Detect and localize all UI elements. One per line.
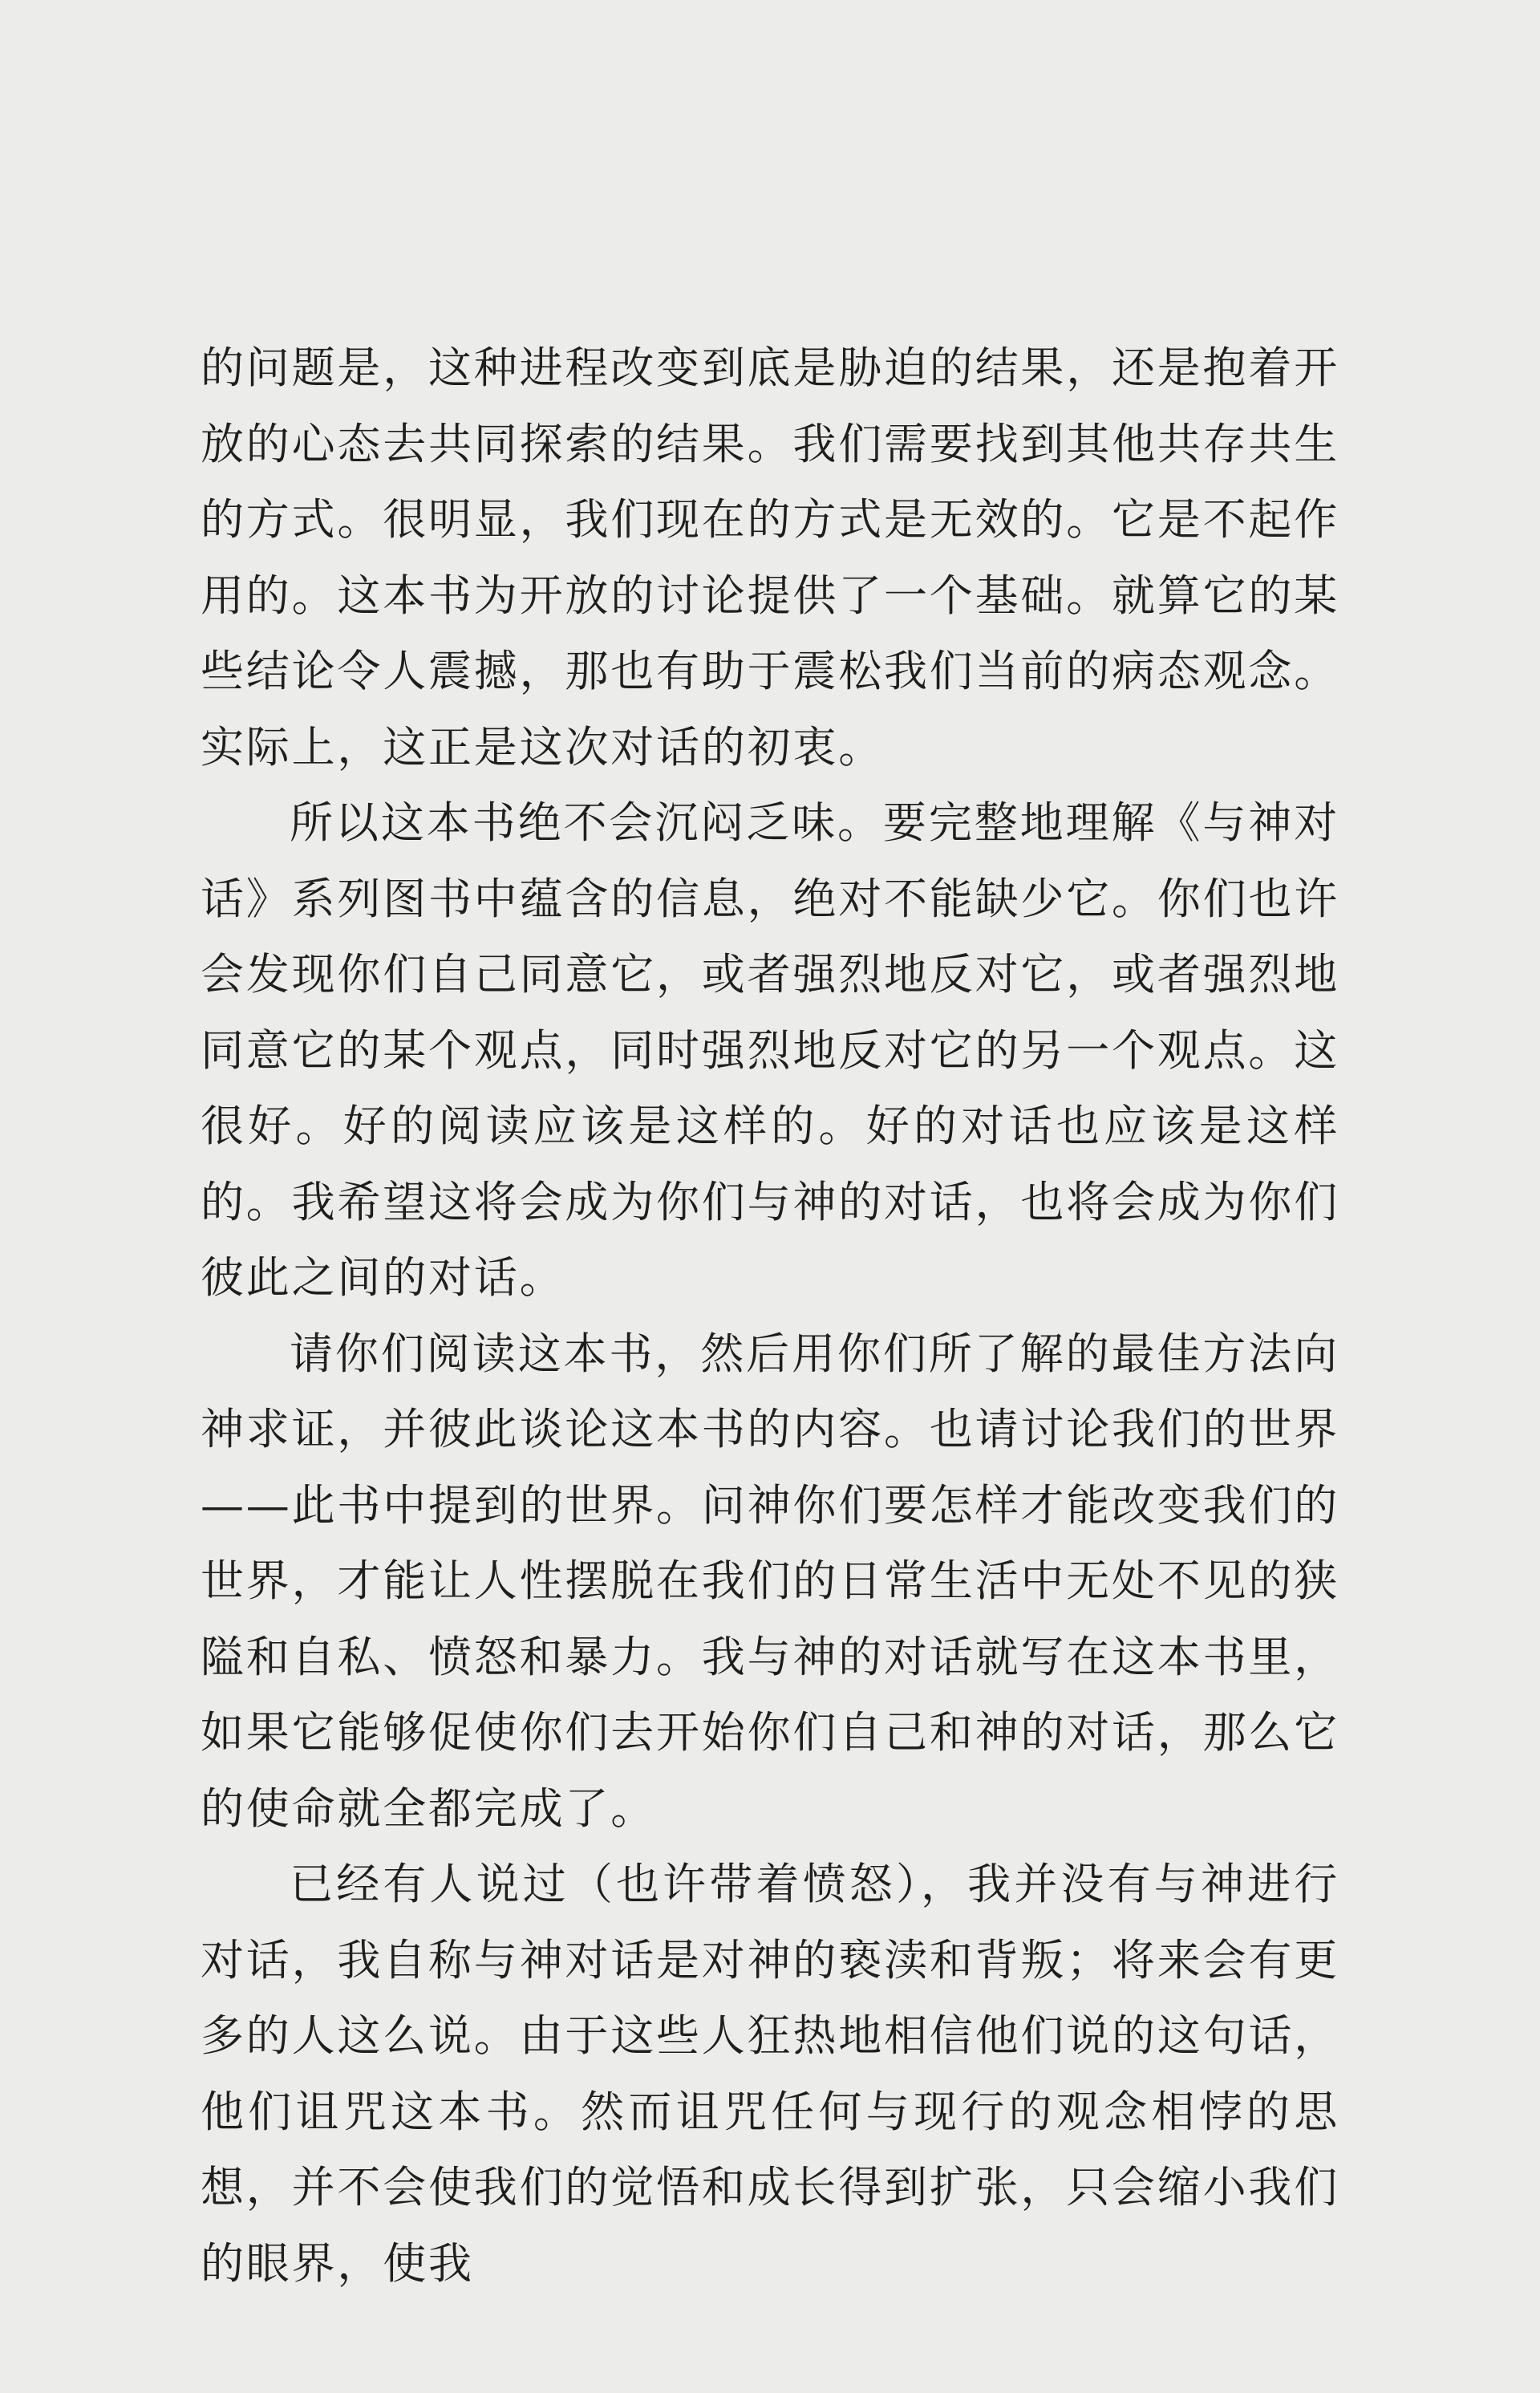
paragraph-3: 请你们阅读这本书，然后用你们所了解的最佳方法向神求证，并彼此谈论这本书的内容。也请讨论我们的世界——此书中提到的世界。问神你们要怎样才能改变我们的世界，才能让人性摆脱在我们的日常生活中无处不见的狭隘和自私、愤怒和暴力。我与神的对话就写在这本书里，如果它能够促使你们去开始你们自己和神的对话，那么它的使命就全都完成了。 bbox=[201, 1328, 1339, 1834]
paragraph-continuation: 的问题是，这种进程改变到底是胁迫的结果，还是抱着开放的心态去共同探索的结果。我们需要找到其他共存共生的方式。很明显，我们现在的方式是无效的。它是不起作用的。这本书为开放的讨论提供了一个基础。就算它的某些结论令人震撼，那也有助于震松我们当前的病态观念。实际上，这正是这次对话的初衷。 bbox=[201, 343, 1339, 773]
body-text bbox=[201, 331, 1339, 2302]
paragraph-4: 已经有人说过（也许带着愤怒），我并没有与神进行对话，我自称与神对话是对神的亵渎和背叛；将来会有更多的人这么说。由于这些人狂热地相信他们说的这句话，他们诅咒这本书。然而诅咒任何与现行的观念相悖的思想，并不会使我们的觉悟和成长得到扩张，只会缩小我们的眼界，使我 bbox=[201, 1859, 1339, 2289]
paragraph-2: 所以这本书绝不会沉闷乏味。要完整地理解《与神对话》系列图书中蕴含的信息，绝对不能缺少它。你们也许会发现你们自己同意它，或者强烈地反对它，或者强烈地同意它的某个观点，同时强烈地反对它的另一个观点。这很好。好的阅读应该是这样的。好的对话也应该是这样的。我希望这将会成为你们与神的对话，也将会成为你们彼此之间的对话。 bbox=[201, 797, 1339, 1303]
